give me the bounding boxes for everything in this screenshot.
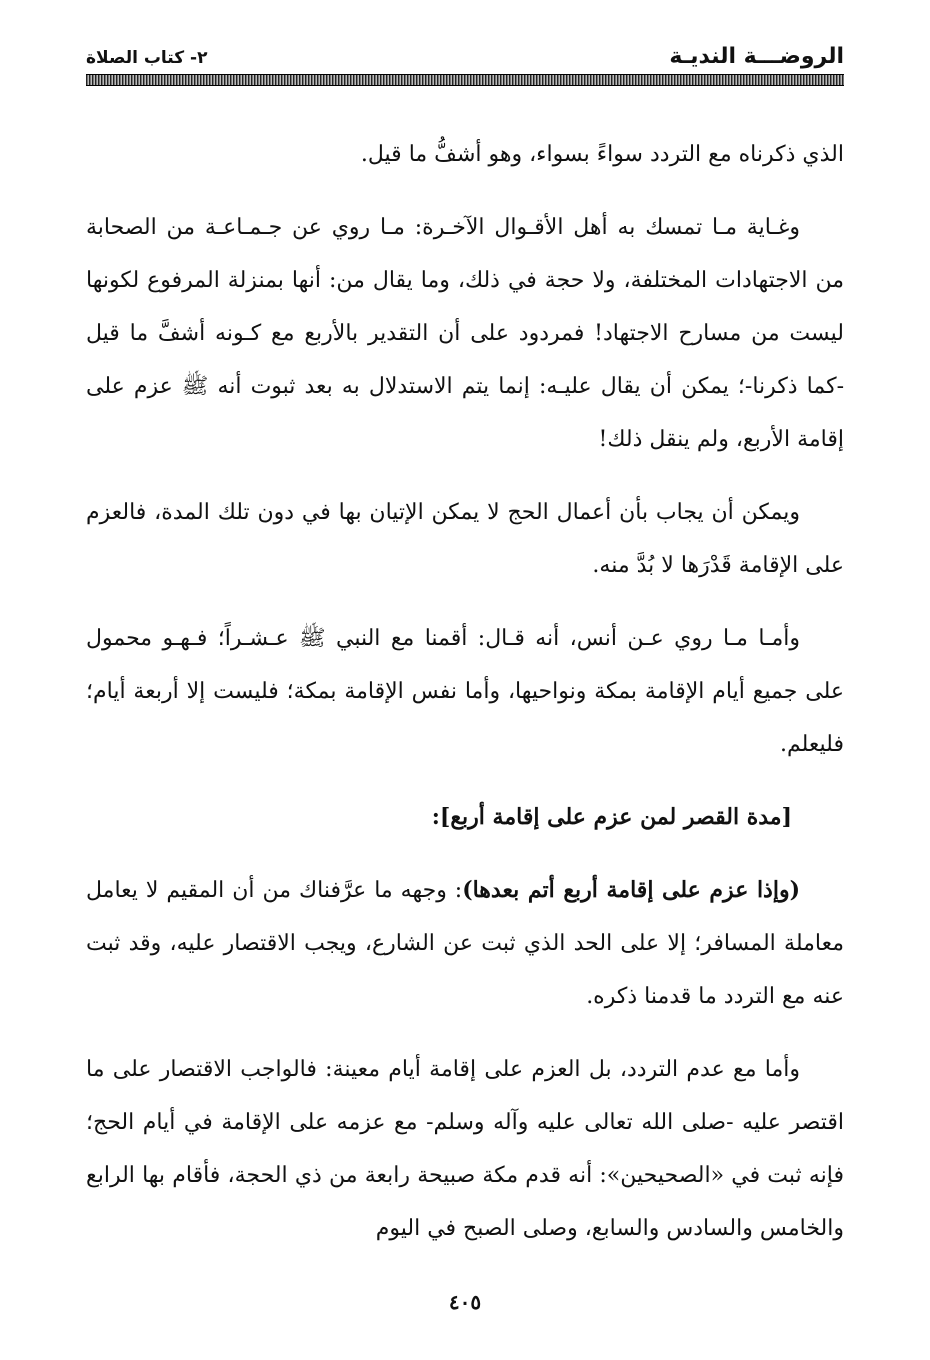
header-rule [86, 74, 844, 86]
section-heading: [مدة القصر لمن عزم على إقامة أربع]: [431, 804, 792, 830]
body-text [86, 128, 844, 1275]
paragraph: الذي ذكرناه مع التردد سواءً بسواء، وهو أشفُّ ما قيل. [360, 142, 844, 167]
paragraph: ويمكن أن يجاب بأن أعمال الحج لا يمكن الإتيان بها في دون تلك المدة، فالعزم على الإقامة قَدْرَها لا بُدَّ منه. [86, 500, 844, 578]
paragraph: وغـاية مـا تمسك به أهل الأقـوال الآخـرة: مـا روي عن جـمـاعـة من الصحابة من الاجتهادات المختلفة، ولا حجة في ذلك، وما يقال من: أنها بمنزلة المرفوع لكونها ليست من مسارح الاجتهاد! فمردود على أن التقدير بالأربع مع كـونه أشفَّ ما قيل -كما ذكرنا-؛ يمكن أن يقال عليـه: إنما يتم الاستدلال به بعد ثبوت أنه ﷺ عزم على إقامة الأربع، ولم ينقل ذلك! [86, 215, 845, 452]
chapter-title: ٢- كتاب الصلاة [86, 48, 208, 68]
paragraph [86, 864, 844, 1023]
running-header [86, 40, 844, 70]
paragraph: وأما مع عدم التردد، بل العزم على إقامة أيام معينة: فالواجب الاقتصار على ما اقتصر عليه -صلى الله تعالى عليه وآله وسلم- مع عزمه على الإقامة في أيام الحج؛ فإنه ثبت في «الصحيحين»: أنه قدم مكة صبيحة رابعة من ذي الحجة، فأقام بها الرابع والخامس والسادس والسابع، وصلى الصبح في اليوم [86, 1057, 844, 1241]
paragraph: وأمـا مـا روي عـن أنس، أنه قـال: أقمنا مع النبي ﷺ عـشـراً؛ فـهـو محمول على جميع أيام الإقامة بمكة ونواحيها، وأما نفس الإقامة بمكة؛ فليست إلا أربعة أيام؛ فليعلم. [86, 626, 844, 757]
page-number: ٤٠٥ [448, 1290, 482, 1314]
commentary-text: : وجهه ما عرَّفناك من أن المقيم لا يعامل معاملة المسافر؛ إلا على الحد الذي ثبت عن الشارع، ويجب الاقتصار عليه، وقد ثبت عنه مع التردد ما قدمنا ذكره. [86, 878, 844, 1009]
matn-quote: (وإذا عزم على إقامة أربع أتم بعدها) [462, 877, 800, 903]
book-title: الروضـــة النديـة [669, 44, 844, 69]
